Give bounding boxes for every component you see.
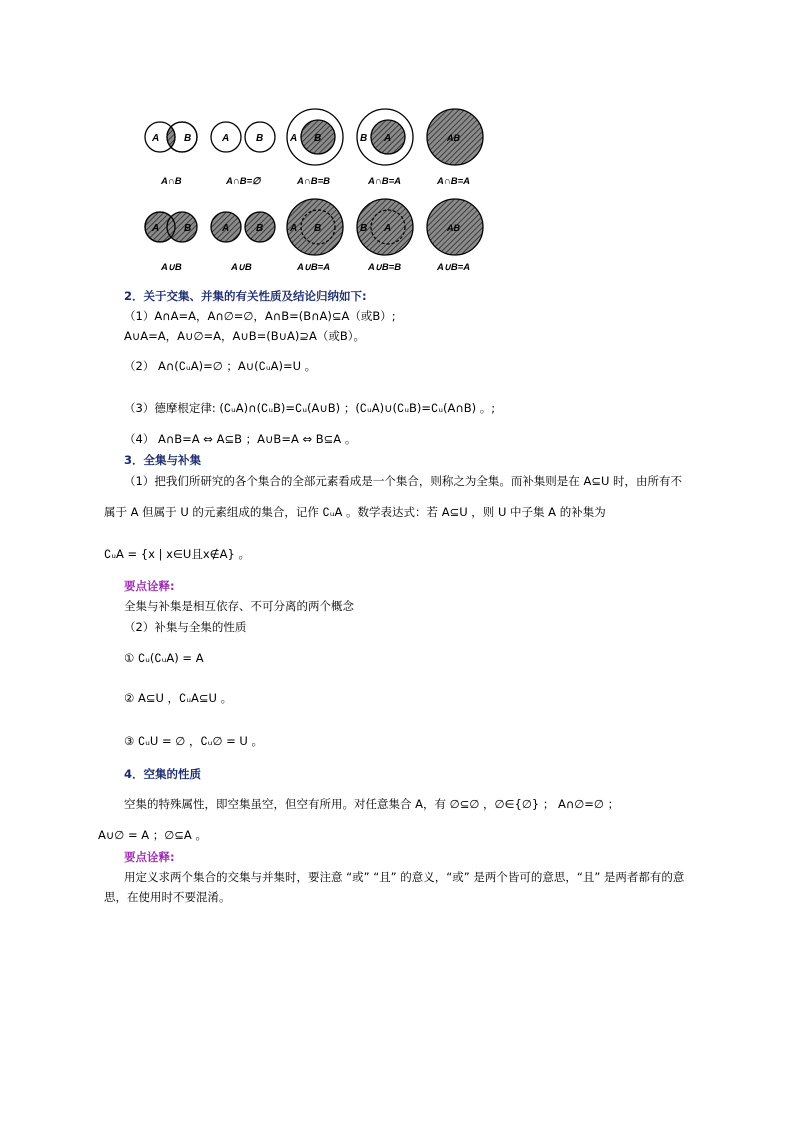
label-ab: AB: [447, 223, 460, 233]
venn-union-a: [287, 199, 343, 255]
venn-diagram-figure: [140, 100, 500, 280]
venn-union-b: [357, 199, 413, 255]
caption-intersection-b: A∩B=B: [297, 176, 330, 187]
section-3-paragraph-line-1: （1）把我们所研究的各个集合的全部元素看成是一个集合，则称之为全集。而补集则是在 A⊆U 时，由所有不: [124, 474, 683, 488]
section-4-note-line-1: 用定义求两个集合的交集与并集时，要注意 “或” “且” 的意义，“或” 是两个皆可的意思，“且” 是两者都有的意: [124, 870, 685, 884]
label-b: B: [360, 223, 368, 234]
caption-union-equal: A∪B=A: [437, 262, 471, 273]
section-4-paragraph-line-2: A∪∅ = A ；∅⊆A 。: [98, 828, 207, 842]
venn-union: [145, 212, 197, 242]
section-2-line-3: （2） A∩(∁ᵤA)=∅ ；A∪(∁ᵤA)=U 。: [124, 359, 317, 373]
label-b: B: [314, 133, 322, 144]
label-b: B: [360, 133, 368, 144]
section-2-line-1: （1）A∩A=A，A∩∅=∅，A∩B=(B∩A)⊆A（或B）;: [124, 309, 396, 323]
label-b: B: [184, 133, 192, 144]
section-2-line-4: （3）德摩根定律: (∁ᵤA)∩(∁ᵤB)=∁ᵤ(A∪B) ；(∁ᵤA)∪(∁ᵤB)=∁ᵤ(A∩B) 。;: [124, 401, 496, 415]
label-b: B: [184, 223, 192, 234]
section-4-title: 4．空集的性质: [124, 767, 202, 781]
section-3-property-2: ② A⊆U ，∁ᵤA⊆U 。: [124, 691, 233, 705]
section-4-note-line-2: 思，在使用时不要混淆。: [104, 890, 231, 904]
label-a: A: [222, 223, 230, 234]
section-3-property-1: ① ∁ᵤ(∁ᵤA) = A: [124, 651, 204, 665]
label-a: A: [222, 133, 230, 144]
section-4-paragraph-line-1: 空集的特殊属性，即空集虽空，但空有所用。对任意集合 A，有 ∅⊆∅ ，∅∈{∅} ； A∩∅=∅ ；: [124, 797, 620, 811]
venn-b-subset-a: [287, 109, 343, 165]
caption-intersection-a: A∩B=A: [368, 176, 401, 187]
venn-union-disjoint: [211, 212, 275, 242]
label-a: A: [152, 133, 160, 144]
caption-union-b: A∪B=B: [368, 262, 402, 273]
section-2-title: 2．关于交集、并集的有关性质及结论归纳如下:: [124, 289, 367, 303]
label-a: A: [290, 133, 298, 144]
venn-a-subset-b: [357, 109, 413, 165]
venn-diagram-svg: [140, 100, 500, 280]
label-b: B: [314, 223, 322, 234]
caption-union-a: A∪B=A: [297, 262, 331, 273]
venn-intersection: [145, 122, 197, 152]
label-a: A: [152, 223, 160, 234]
venn-equal: [427, 109, 483, 165]
section-3-note-text: 全集与补集是相互依存、不可分离的两个概念: [124, 599, 354, 613]
label-a: A: [384, 223, 392, 234]
venn-disjoint: [211, 122, 275, 152]
section-2-line-5: （4） A∩B=A ⇔ A⊆B ；A∪B=A ⇔ B⊆A 。: [124, 432, 357, 446]
caption-union: A∪B: [161, 262, 182, 273]
section-2-line-2: A∪A=A，A∪∅=A，A∪B=(B∪A)⊇A（或B）。: [124, 329, 366, 343]
label-a: A: [384, 133, 392, 144]
section-3-property-3: ③ ∁ᵤU = ∅ ，∁ᵤ∅ = U 。: [124, 734, 263, 748]
section-3-title: 3．全集与补集: [124, 453, 202, 467]
section-3-paragraph-line-2: 属于 A 但属于 U 的元素组成的集合，记作 ∁ᵤA 。数学表达式：若 A⊆U ，则 U 中子集 A 的补集为: [104, 505, 606, 519]
section-3-note-title: 要点诠释:: [124, 579, 175, 593]
caption-intersection-equal: A∩B=A: [437, 176, 470, 187]
label-b: B: [256, 133, 264, 144]
caption-intersection: A∩B: [161, 176, 182, 187]
label-a: A: [290, 223, 298, 234]
label-b: B: [256, 223, 264, 234]
section-3-subtitle: （2）补集与全集的性质: [124, 620, 247, 634]
section-3-formula: ∁ᵤA = {x | x∈U且x∉A} 。: [104, 547, 250, 561]
caption-intersection-empty: A∩B=∅: [226, 176, 261, 187]
venn-union-equal: [427, 199, 483, 255]
caption-union-disjoint: A∪B: [231, 262, 252, 273]
section-4-note-title: 要点诠释:: [124, 850, 175, 864]
label-ab: AB: [447, 133, 460, 143]
